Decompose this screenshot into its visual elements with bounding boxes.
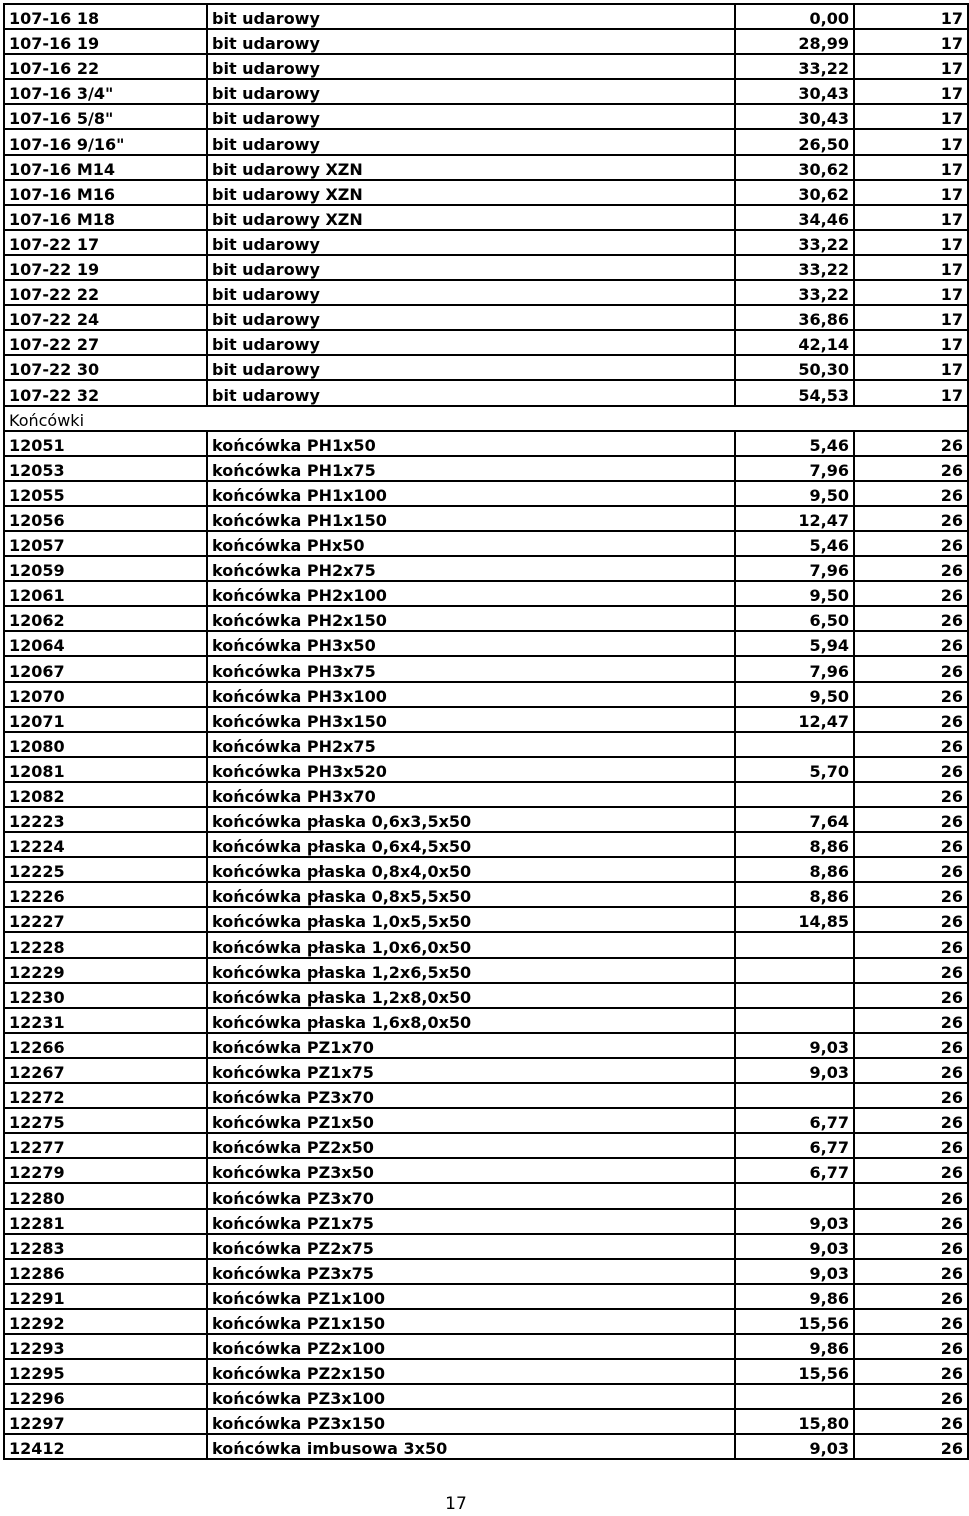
description-cell: końcówka PZ1x75 — [207, 1058, 735, 1083]
table-row — [4, 305, 968, 330]
catalog-page-cell: 17 — [854, 380, 968, 405]
price-cell: 33,22 — [735, 280, 854, 305]
product-code-cell: 12297 — [4, 1409, 207, 1434]
catalog-page-cell: 26 — [854, 732, 968, 757]
product-code-cell: 12227 — [4, 907, 207, 932]
description-cell: bit udarowy — [207, 380, 735, 405]
table-row — [4, 1234, 968, 1259]
product-code-cell: 12229 — [4, 958, 207, 983]
table-row — [4, 506, 968, 531]
table-row — [4, 832, 968, 857]
price-cell: 9,03 — [735, 1033, 854, 1058]
catalog-page-cell: 26 — [854, 1133, 968, 1158]
description-cell: bit udarowy — [207, 255, 735, 280]
table-row — [4, 1158, 968, 1183]
table-row — [4, 1384, 968, 1409]
price-cell: 5,94 — [735, 631, 854, 656]
product-code-cell: 12070 — [4, 682, 207, 707]
price-list-body — [4, 4, 968, 1459]
price-cell: 15,56 — [735, 1359, 854, 1384]
description-cell: bit udarowy — [207, 305, 735, 330]
product-code-cell: 12057 — [4, 531, 207, 556]
price-cell: 42,14 — [735, 330, 854, 355]
product-code-cell: 12081 — [4, 757, 207, 782]
table-row — [4, 1284, 968, 1309]
section-title: Końcówki — [4, 406, 968, 431]
price-cell — [735, 1083, 854, 1108]
description-cell: końcówka PZ3x50 — [207, 1158, 735, 1183]
product-code-cell: 12082 — [4, 782, 207, 807]
description-cell: bit udarowy — [207, 355, 735, 380]
description-cell: końcówka PH1x75 — [207, 456, 735, 481]
table-row — [4, 807, 968, 832]
product-code-cell: 107-22 27 — [4, 330, 207, 355]
catalog-page-cell: 26 — [854, 832, 968, 857]
description-cell: bit udarowy — [207, 129, 735, 154]
price-list-table — [3, 3, 969, 1460]
price-cell: 9,03 — [735, 1259, 854, 1284]
catalog-page-cell: 26 — [854, 1384, 968, 1409]
price-cell: 7,96 — [735, 456, 854, 481]
table-row — [4, 656, 968, 681]
table-row — [4, 1309, 968, 1334]
catalog-page-cell: 26 — [854, 907, 968, 932]
price-cell: 6,50 — [735, 606, 854, 631]
catalog-page-cell: 17 — [854, 4, 968, 29]
description-cell: końcówka PZ1x50 — [207, 1108, 735, 1133]
product-code-cell: 107-16 18 — [4, 4, 207, 29]
price-cell: 12,47 — [735, 506, 854, 531]
catalog-page-cell: 26 — [854, 656, 968, 681]
price-cell: 33,22 — [735, 54, 854, 79]
table-row — [4, 1359, 968, 1384]
catalog-page-cell: 17 — [854, 180, 968, 205]
product-code-cell: 12231 — [4, 1008, 207, 1033]
table-row — [4, 355, 968, 380]
table-row — [4, 280, 968, 305]
price-cell: 5,46 — [735, 531, 854, 556]
catalog-page-cell: 26 — [854, 1259, 968, 1284]
price-cell: 9,03 — [735, 1058, 854, 1083]
catalog-page-cell: 17 — [854, 305, 968, 330]
price-cell: 14,85 — [735, 907, 854, 932]
price-cell: 5,46 — [735, 431, 854, 456]
price-cell: 6,77 — [735, 1108, 854, 1133]
product-code-cell: 12280 — [4, 1183, 207, 1208]
product-code-cell: 12064 — [4, 631, 207, 656]
catalog-page-cell: 26 — [854, 932, 968, 957]
price-cell — [735, 1008, 854, 1033]
price-cell: 9,50 — [735, 481, 854, 506]
page-number: 17 — [445, 1494, 467, 1514]
catalog-page-cell: 26 — [854, 481, 968, 506]
catalog-page-cell: 26 — [854, 631, 968, 656]
catalog-page-cell: 26 — [854, 857, 968, 882]
price-cell: 30,43 — [735, 104, 854, 129]
product-code-cell: 12281 — [4, 1209, 207, 1234]
product-code-cell: 107-16 19 — [4, 29, 207, 54]
description-cell: bit udarowy XZN — [207, 155, 735, 180]
product-code-cell: 12277 — [4, 1133, 207, 1158]
table-row — [4, 1209, 968, 1234]
catalog-page-cell: 26 — [854, 1409, 968, 1434]
catalog-page-cell: 26 — [854, 682, 968, 707]
catalog-page-cell: 26 — [854, 958, 968, 983]
catalog-page-cell: 26 — [854, 456, 968, 481]
catalog-page-cell: 26 — [854, 1108, 968, 1133]
product-code-cell: 12059 — [4, 556, 207, 581]
catalog-page-cell: 26 — [854, 882, 968, 907]
description-cell: bit udarowy — [207, 230, 735, 255]
table-row — [4, 907, 968, 932]
product-code-cell: 107-16 22 — [4, 54, 207, 79]
price-cell — [735, 983, 854, 1008]
price-cell: 8,86 — [735, 857, 854, 882]
product-code-cell: 12055 — [4, 481, 207, 506]
table-row — [4, 54, 968, 79]
catalog-page-cell: 17 — [854, 104, 968, 129]
table-row — [4, 4, 968, 29]
description-cell: końcówka PH3x75 — [207, 656, 735, 681]
catalog-page-cell: 26 — [854, 581, 968, 606]
description-cell: końcówka płaska 1,2x6,5x50 — [207, 958, 735, 983]
description-cell: bit udarowy XZN — [207, 180, 735, 205]
catalog-page-cell: 26 — [854, 1309, 968, 1334]
product-code-cell: 12291 — [4, 1284, 207, 1309]
table-row — [4, 857, 968, 882]
table-row — [4, 79, 968, 104]
product-code-cell: 107-22 22 — [4, 280, 207, 305]
product-code-cell: 107-22 24 — [4, 305, 207, 330]
price-cell: 33,22 — [735, 230, 854, 255]
catalog-page-cell: 26 — [854, 807, 968, 832]
price-cell — [735, 932, 854, 957]
description-cell: końcówka PZ2x50 — [207, 1133, 735, 1158]
section-header-row — [4, 406, 968, 431]
description-cell: końcówka płaska 0,6x3,5x50 — [207, 807, 735, 832]
price-cell: 15,56 — [735, 1309, 854, 1334]
description-cell: końcówka PH2x150 — [207, 606, 735, 631]
product-code-cell: 12283 — [4, 1234, 207, 1259]
description-cell: bit udarowy — [207, 330, 735, 355]
price-cell: 5,70 — [735, 757, 854, 782]
product-code-cell: 12056 — [4, 506, 207, 531]
description-cell: końcówka płaska 0,8x5,5x50 — [207, 882, 735, 907]
price-cell: 34,46 — [735, 205, 854, 230]
price-cell — [735, 782, 854, 807]
product-code-cell: 107-22 32 — [4, 380, 207, 405]
product-code-cell: 107-16 M14 — [4, 155, 207, 180]
table-row — [4, 682, 968, 707]
table-row — [4, 456, 968, 481]
catalog-page-cell: 26 — [854, 506, 968, 531]
product-code-cell: 12412 — [4, 1434, 207, 1459]
table-row — [4, 205, 968, 230]
product-code-cell: 12062 — [4, 606, 207, 631]
product-code-cell: 107-16 9/16" — [4, 129, 207, 154]
description-cell: końcówka PZ3x70 — [207, 1083, 735, 1108]
product-code-cell: 12266 — [4, 1033, 207, 1058]
catalog-page-cell: 26 — [854, 1008, 968, 1033]
table-row — [4, 155, 968, 180]
price-cell: 9,86 — [735, 1284, 854, 1309]
description-cell: końcówka PZ3x75 — [207, 1259, 735, 1284]
table-row — [4, 104, 968, 129]
product-code-cell: 107-16 3/4" — [4, 79, 207, 104]
catalog-page-cell: 17 — [854, 79, 968, 104]
description-cell: końcówka PZ1x70 — [207, 1033, 735, 1058]
price-cell: 30,62 — [735, 180, 854, 205]
product-code-cell: 12230 — [4, 983, 207, 1008]
price-cell — [735, 1183, 854, 1208]
table-row — [4, 481, 968, 506]
product-code-cell: 107-16 M18 — [4, 205, 207, 230]
price-cell: 7,96 — [735, 656, 854, 681]
product-code-cell: 12053 — [4, 456, 207, 481]
description-cell: końcówka płaska 0,8x4,0x50 — [207, 857, 735, 882]
description-cell: końcówka PZ1x150 — [207, 1309, 735, 1334]
table-row — [4, 757, 968, 782]
table-row — [4, 1434, 968, 1459]
catalog-page-cell: 26 — [854, 1359, 968, 1384]
catalog-page-cell: 26 — [854, 1284, 968, 1309]
price-cell: 7,96 — [735, 556, 854, 581]
table-row — [4, 732, 968, 757]
description-cell: końcówka PH2x75 — [207, 556, 735, 581]
table-row — [4, 1008, 968, 1033]
table-row — [4, 255, 968, 280]
description-cell: bit udarowy — [207, 4, 735, 29]
description-cell: końcówka PZ1x75 — [207, 1209, 735, 1234]
description-cell: bit udarowy XZN — [207, 205, 735, 230]
product-code-cell: 12296 — [4, 1384, 207, 1409]
table-row — [4, 882, 968, 907]
table-row — [4, 129, 968, 154]
product-code-cell: 12286 — [4, 1259, 207, 1284]
product-code-cell: 12061 — [4, 581, 207, 606]
catalog-page-cell: 26 — [854, 1033, 968, 1058]
product-code-cell: 12224 — [4, 832, 207, 857]
catalog-page-cell: 26 — [854, 1158, 968, 1183]
catalog-page-cell: 26 — [854, 531, 968, 556]
description-cell: końcówka płaska 1,2x8,0x50 — [207, 983, 735, 1008]
table-row — [4, 1058, 968, 1083]
catalog-page-cell: 17 — [854, 54, 968, 79]
catalog-page-cell: 26 — [854, 431, 968, 456]
table-row — [4, 180, 968, 205]
catalog-page-cell: 17 — [854, 205, 968, 230]
table-row — [4, 1133, 968, 1158]
price-cell: 28,99 — [735, 29, 854, 54]
catalog-page-cell: 17 — [854, 255, 968, 280]
description-cell: bit udarowy — [207, 104, 735, 129]
product-code-cell: 12279 — [4, 1158, 207, 1183]
product-code-cell: 107-22 30 — [4, 355, 207, 380]
description-cell: końcówka PZ3x100 — [207, 1384, 735, 1409]
table-row — [4, 631, 968, 656]
catalog-page-cell: 17 — [854, 355, 968, 380]
table-row — [4, 431, 968, 456]
catalog-page-cell: 26 — [854, 1083, 968, 1108]
table-row — [4, 707, 968, 732]
table-row — [4, 1083, 968, 1108]
description-cell: końcówka płaska 1,6x8,0x50 — [207, 1008, 735, 1033]
price-cell: 30,62 — [735, 155, 854, 180]
product-code-cell: 12275 — [4, 1108, 207, 1133]
description-cell: końcówka PZ2x100 — [207, 1334, 735, 1359]
catalog-page-cell: 17 — [854, 330, 968, 355]
price-cell — [735, 958, 854, 983]
price-cell: 6,77 — [735, 1158, 854, 1183]
description-cell: bit udarowy — [207, 54, 735, 79]
price-cell: 12,47 — [735, 707, 854, 732]
table-row — [4, 330, 968, 355]
table-row — [4, 29, 968, 54]
price-cell — [735, 1384, 854, 1409]
catalog-page-cell: 17 — [854, 230, 968, 255]
product-code-cell: 12293 — [4, 1334, 207, 1359]
price-cell: 8,86 — [735, 832, 854, 857]
price-cell: 50,30 — [735, 355, 854, 380]
product-code-cell: 12295 — [4, 1359, 207, 1384]
description-cell: bit udarowy — [207, 79, 735, 104]
table-row — [4, 1183, 968, 1208]
price-cell: 9,50 — [735, 581, 854, 606]
catalog-page-cell: 26 — [854, 1209, 968, 1234]
description-cell: końcówka PZ2x150 — [207, 1359, 735, 1384]
price-cell: 9,50 — [735, 682, 854, 707]
product-code-cell: 12051 — [4, 431, 207, 456]
price-cell: 9,03 — [735, 1209, 854, 1234]
description-cell: końcówka PH1x150 — [207, 506, 735, 531]
description-cell: końcówka PH1x100 — [207, 481, 735, 506]
table-row — [4, 782, 968, 807]
product-code-cell: 107-22 17 — [4, 230, 207, 255]
price-cell — [735, 732, 854, 757]
product-code-cell: 107-16 M16 — [4, 180, 207, 205]
catalog-page-cell: 26 — [854, 983, 968, 1008]
table-row — [4, 581, 968, 606]
description-cell: bit udarowy — [207, 280, 735, 305]
catalog-page-cell: 26 — [854, 556, 968, 581]
product-code-cell: 12226 — [4, 882, 207, 907]
catalog-page-cell: 26 — [854, 1058, 968, 1083]
description-cell: końcówka PH3x50 — [207, 631, 735, 656]
catalog-page-cell: 26 — [854, 1334, 968, 1359]
table-row — [4, 1409, 968, 1434]
table-row — [4, 983, 968, 1008]
description-cell: końcówka PZ1x100 — [207, 1284, 735, 1309]
product-code-cell: 12223 — [4, 807, 207, 832]
price-cell: 8,86 — [735, 882, 854, 907]
catalog-page-cell: 17 — [854, 155, 968, 180]
catalog-page-cell: 17 — [854, 129, 968, 154]
catalog-page-cell: 26 — [854, 757, 968, 782]
product-code-cell: 12267 — [4, 1058, 207, 1083]
description-cell: końcówka PZ3x150 — [207, 1409, 735, 1434]
description-cell: końcówka PHx50 — [207, 531, 735, 556]
table-row — [4, 230, 968, 255]
price-cell: 0,00 — [735, 4, 854, 29]
catalog-page-cell: 26 — [854, 606, 968, 631]
description-cell: końcówka PH3x520 — [207, 757, 735, 782]
catalog-page-cell: 26 — [854, 782, 968, 807]
price-cell: 33,22 — [735, 255, 854, 280]
price-cell: 6,77 — [735, 1133, 854, 1158]
price-cell: 9,86 — [735, 1334, 854, 1359]
product-code-cell: 12228 — [4, 932, 207, 957]
description-cell: końcówka płaska 0,6x4,5x50 — [207, 832, 735, 857]
description-cell: bit udarowy — [207, 29, 735, 54]
table-row — [4, 958, 968, 983]
table-row — [4, 1033, 968, 1058]
catalog-page-cell: 26 — [854, 1234, 968, 1259]
table-row — [4, 531, 968, 556]
description-cell: końcówka PH2x100 — [207, 581, 735, 606]
product-code-cell: 12080 — [4, 732, 207, 757]
product-code-cell: 12292 — [4, 1309, 207, 1334]
description-cell: końcówka płaska 1,0x5,5x50 — [207, 907, 735, 932]
table-row — [4, 380, 968, 405]
description-cell: końcówka imbusowa 3x50 — [207, 1434, 735, 1459]
product-code-cell: 12272 — [4, 1083, 207, 1108]
description-cell: końcówka PZ2x75 — [207, 1234, 735, 1259]
table-row — [4, 556, 968, 581]
description-cell: końcówka płaska 1,0x6,0x50 — [207, 932, 735, 957]
price-cell: 30,43 — [735, 79, 854, 104]
description-cell: końcówka PH1x50 — [207, 431, 735, 456]
table-row — [4, 1334, 968, 1359]
description-cell: końcówka PH2x75 — [207, 732, 735, 757]
price-cell: 54,53 — [735, 380, 854, 405]
catalog-page-cell: 26 — [854, 1434, 968, 1459]
price-cell: 7,64 — [735, 807, 854, 832]
description-cell: końcówka PH3x150 — [207, 707, 735, 732]
catalog-page-cell: 26 — [854, 707, 968, 732]
description-cell: końcówka PH3x100 — [207, 682, 735, 707]
table-row — [4, 1108, 968, 1133]
catalog-page-cell: 17 — [854, 280, 968, 305]
price-cell: 36,86 — [735, 305, 854, 330]
product-code-cell: 12071 — [4, 707, 207, 732]
price-cell: 9,03 — [735, 1234, 854, 1259]
table-row — [4, 932, 968, 957]
description-cell: końcówka PZ3x70 — [207, 1183, 735, 1208]
price-cell: 15,80 — [735, 1409, 854, 1434]
table-row — [4, 606, 968, 631]
table-row — [4, 1259, 968, 1284]
price-cell: 26,50 — [735, 129, 854, 154]
product-code-cell: 12225 — [4, 857, 207, 882]
description-cell: końcówka PH3x70 — [207, 782, 735, 807]
product-code-cell: 107-22 19 — [4, 255, 207, 280]
price-cell: 9,03 — [735, 1434, 854, 1459]
catalog-page-cell: 26 — [854, 1183, 968, 1208]
product-code-cell: 107-16 5/8" — [4, 104, 207, 129]
product-code-cell: 12067 — [4, 656, 207, 681]
catalog-page-cell: 17 — [854, 29, 968, 54]
